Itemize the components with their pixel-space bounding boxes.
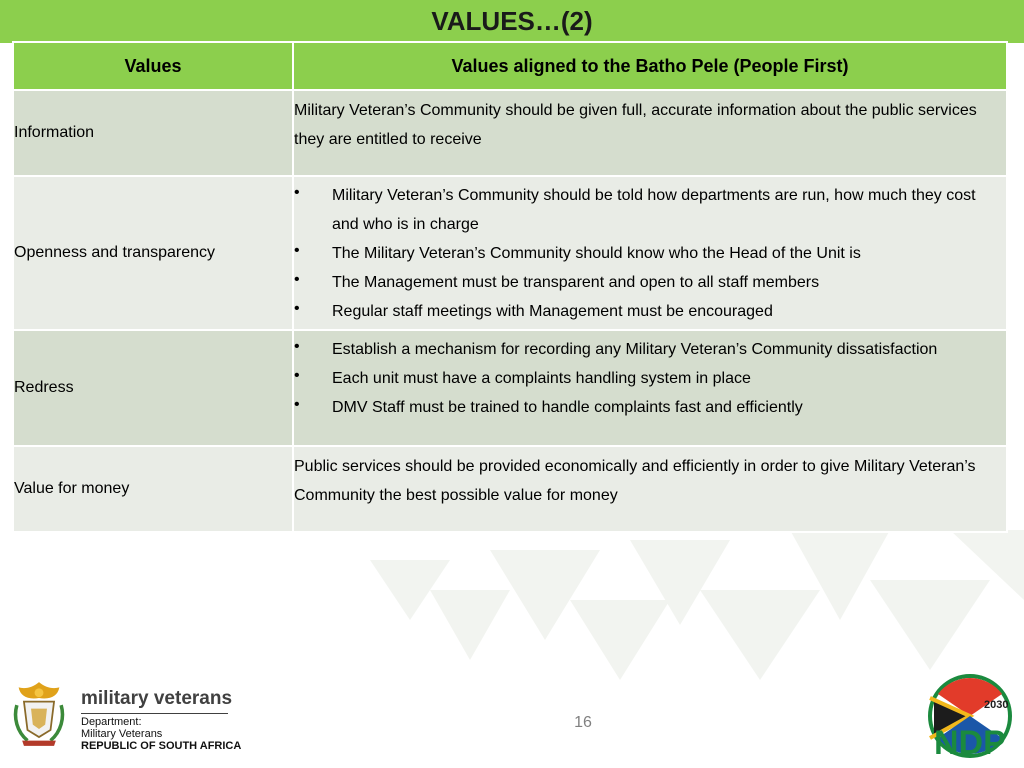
bullet-icon: • <box>294 184 300 201</box>
org-name-underline <box>81 713 228 714</box>
bullet-icon: • <box>294 367 300 384</box>
page-number: 16 <box>574 714 592 731</box>
list-item: • Regular staff meetings with Management must be encouraged <box>294 297 1006 326</box>
table-row <box>13 330 1007 446</box>
table-row <box>13 176 1007 330</box>
bullet-icon: • <box>294 271 300 288</box>
value-name: Redress <box>13 330 293 446</box>
ndp-text: NDP <box>934 724 1006 758</box>
bullet-icon: • <box>294 396 300 413</box>
value-bullets <box>293 176 1007 330</box>
coat-of-arms-icon <box>8 675 70 753</box>
value-description: Military Veteran’s Community should be given full, accurate information about the public services they are entitled to receive <box>293 90 1007 176</box>
dept-line: Department: <box>81 716 142 728</box>
table-row <box>13 446 1007 532</box>
header-batho-pele: Values aligned to the Batho Pele (People First) <box>293 42 1007 90</box>
table-header-row <box>13 42 1007 90</box>
list-item: • DMV Staff must be trained to handle complaints fast and efficiently <box>294 393 1006 422</box>
value-description: Public services should be provided economically and efficiently in order to give Military Veteran’s Community the best possible value for money <box>293 446 1007 532</box>
value-name: Information <box>13 90 293 176</box>
values-table <box>12 41 1008 533</box>
department-block <box>81 716 241 752</box>
list-item: • Military Veteran’s Community should be told how departments are run, how much they cost and who is in charge <box>294 181 1006 239</box>
value-bullets <box>293 330 1007 446</box>
bullet-icon: • <box>294 338 300 355</box>
list-item: • Each unit must have a complaints handling system in place <box>294 364 1006 393</box>
list-item: • Establish a mechanism for recording any Military Veteran’s Community dissatisfaction <box>294 335 1006 364</box>
list-item: • The Management must be transparent and open to all staff members <box>294 268 1006 297</box>
value-name: Openness and transparency <box>13 176 293 330</box>
table-row <box>13 90 1007 176</box>
value-name: Value for money <box>13 446 293 532</box>
org-name: military veterans <box>81 688 233 709</box>
ndp-2030-logo <box>924 674 1016 758</box>
header-values: Values <box>13 42 293 90</box>
dept-line: Military Veterans <box>81 728 163 740</box>
bullet-icon: • <box>294 300 300 317</box>
dept-line: REPUBLIC OF SOUTH AFRICA <box>81 740 242 752</box>
bullet-icon: • <box>294 242 300 259</box>
watermark-pattern <box>370 530 1024 680</box>
list-item: • The Military Veteran’s Community should know who the Head of the Unit is <box>294 239 1006 268</box>
ndp-year: 2030 <box>984 699 1009 711</box>
slide-title: VALUES…(2) <box>431 6 593 36</box>
